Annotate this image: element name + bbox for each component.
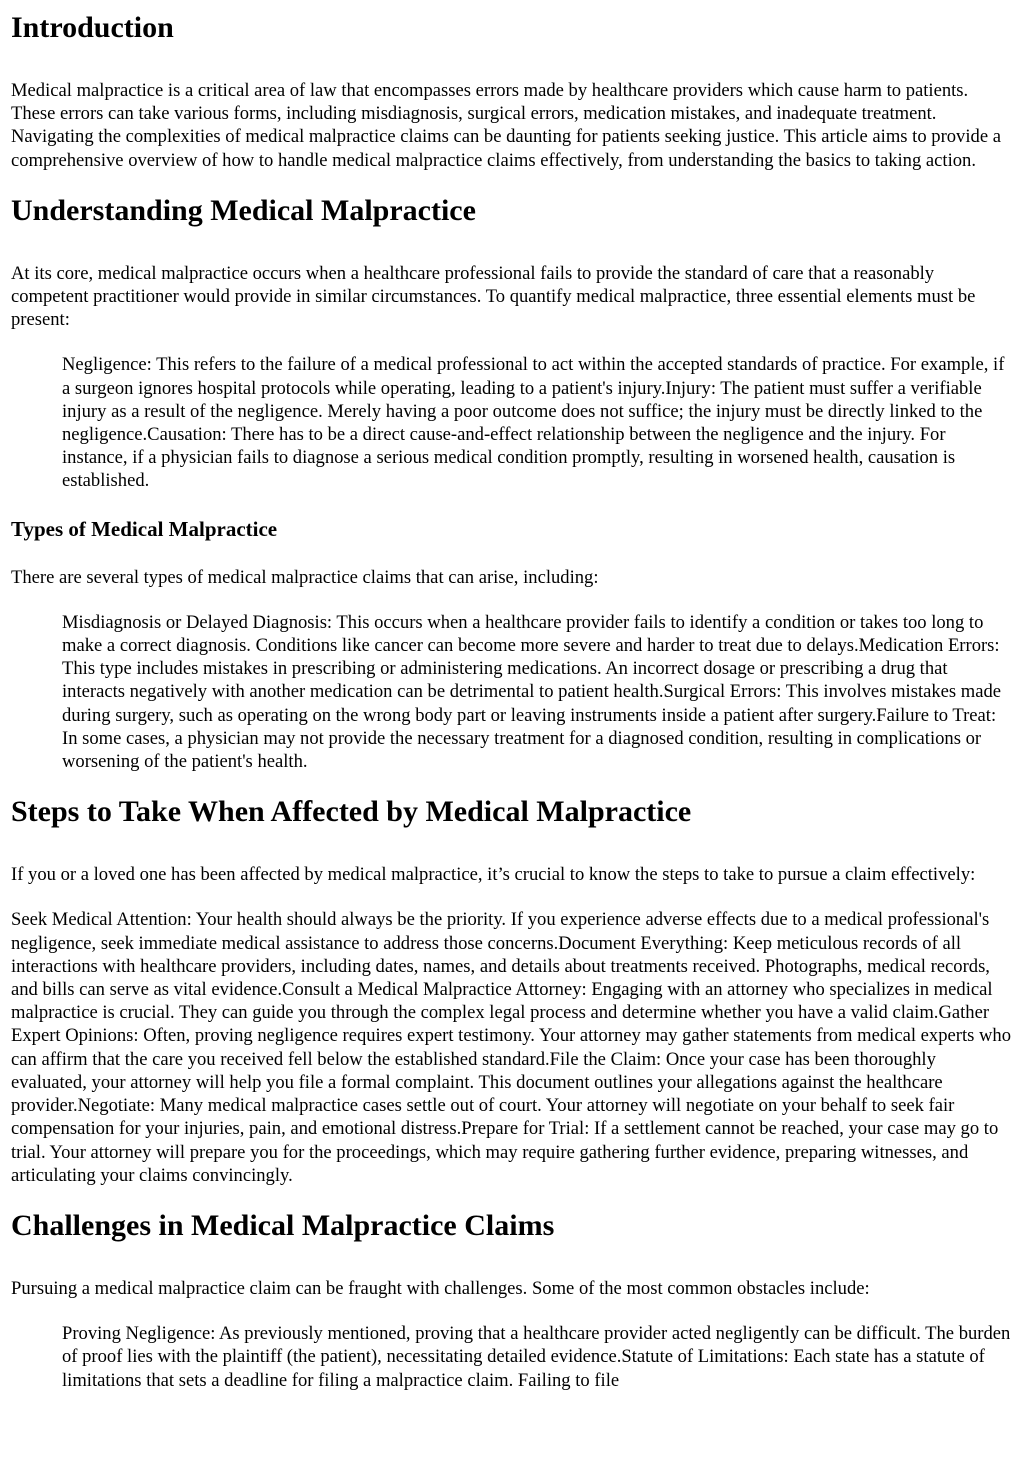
heading-steps: Steps to Take When Affected by Medical Malpractice (11, 795, 692, 829)
heading-introduction: Introduction (11, 11, 174, 44)
heading-understanding: Understanding Medical Malpractice (11, 193, 476, 227)
heading-types: Types of Medical Malpractice (11, 516, 278, 541)
blockquote-types: Misdiagnosis or Delayed Diagnosis: This occurs when a healthcare provider fails to identify a condition or takes too long to make a correct diagnosis. Conditions like cancer can become more severe and harder to treat due to delays.Medication Errors: This type includes mistakes in prescribing or administering medications. An incorrect dosage or prescribing a drug that interacts negatively with another medication can be detrimental to patient health.Surgical Errors: This involves mistakes made during surgery, such as operating on the wrong body part or leaving instruments inside a patient after surgery.Failure to Treat: In some cases, a physician may not provide the necessary treatment for a diagnosed condition, resulting in complications or worsening of the patient's health. (62, 611, 1002, 773)
paragraph-steps-intro: If you or a loved one has been affected by medical malpractice, it’s crucial to know the steps to take to pursue a claim effectively: (11, 864, 976, 886)
paragraph-steps: Seek Medical Attention: Your health should always be the priority. If you experience adverse effects due to a medical professional's negligence, seek immediate medical assistance to address those concerns.Document Everything: Keep meticulous records of all interactions with healthcare providers, including dates, names, and details about treatments received. Photographs, medical records, and bills can serve as vital evidence.Consult a Medical Malpractice Attorney: Engaging with an attorney who specializes in medical malpractice is crucial. They can guide you through the complex legal process and determine whether you have a valid claim.Gather Expert Opinions: Often, proving negligence requires expert testimony. Your attorney may gather statements from medical experts who can affirm that the care you received fell below the established standard.File the Claim: Once your case has been thoroughly evaluated, your attorney will help you file a formal complaint. This document outlines your allegations against the healthcare provider.Negotiate: Many medical malpractice cases settle out of court. Your attorney will negotiate on your behalf to seek fair compensation for your injuries, pain, and emotional distress.Prepare for Trial: If a settlement cannot be reached, your case may go to trial. Your attorney will prepare you for the proceedings, which may require gathering further evidence, preparing witnesses, and articulating your claims convincingly. (11, 909, 1012, 1186)
paragraph-introduction: Medical malpractice is a critical area of law that encompasses errors made by healthcare providers which cause harm to patients. These errors can take various forms, including misdiagnosis, surgical errors, medication mistakes, and inadequate treatment. Navigating the complexities of medical malpractice claims can be daunting for patients seeking justice. This article aims to provide a comprehensive overview of how to handle medical malpractice claims effectively, from understanding the basics to taking action. (11, 80, 1001, 171)
heading-challenges: Challenges in Medical Malpractice Claims (11, 1208, 555, 1242)
article (0, 11, 1024, 1392)
blockquote-challenges: Proving Negligence: As previously mentioned, proving that a healthcare provider acted negligently can be difficult. The burden of proof lies with the plaintiff (the patient), necessitating detailed evidence.Statute of Limitations: Each state has a statute of limitations that sets a deadline for filing a malpractice claim. Failing to file (62, 1323, 1011, 1391)
paragraph-challenges: Pursuing a medical malpractice claim can be fraught with challenges. Some of the most common obstacles include: (11, 1277, 870, 1299)
blockquote-elements: Negligence: This refers to the failure of a medical professional to act within the accepted standards of practice. For example, if a surgeon ignores hospital protocols while operating, leading to a patient's injury.Injury: The patient must suffer a verifiable injury as a result of the negligence. Merely having a poor outcome does not suffice; the injury must be directly linked to the negligence.Causation: There has to be a direct cause-and-effect relationship between the negligence and the injury. For instance, if a physician fails to diagnose a serious medical condition promptly, resulting in worsened health, causation is established. (62, 354, 1005, 492)
paragraph-understanding: At its core, medical malpractice occurs when a healthcare professional fails to provide the standard of care that a reasonably competent practitioner would provide in similar circumstances. To quantify medical malpractice, three essential elements must be present: (11, 262, 976, 331)
paragraph-types: There are several types of medical malpractice claims that can arise, including: (11, 566, 599, 588)
